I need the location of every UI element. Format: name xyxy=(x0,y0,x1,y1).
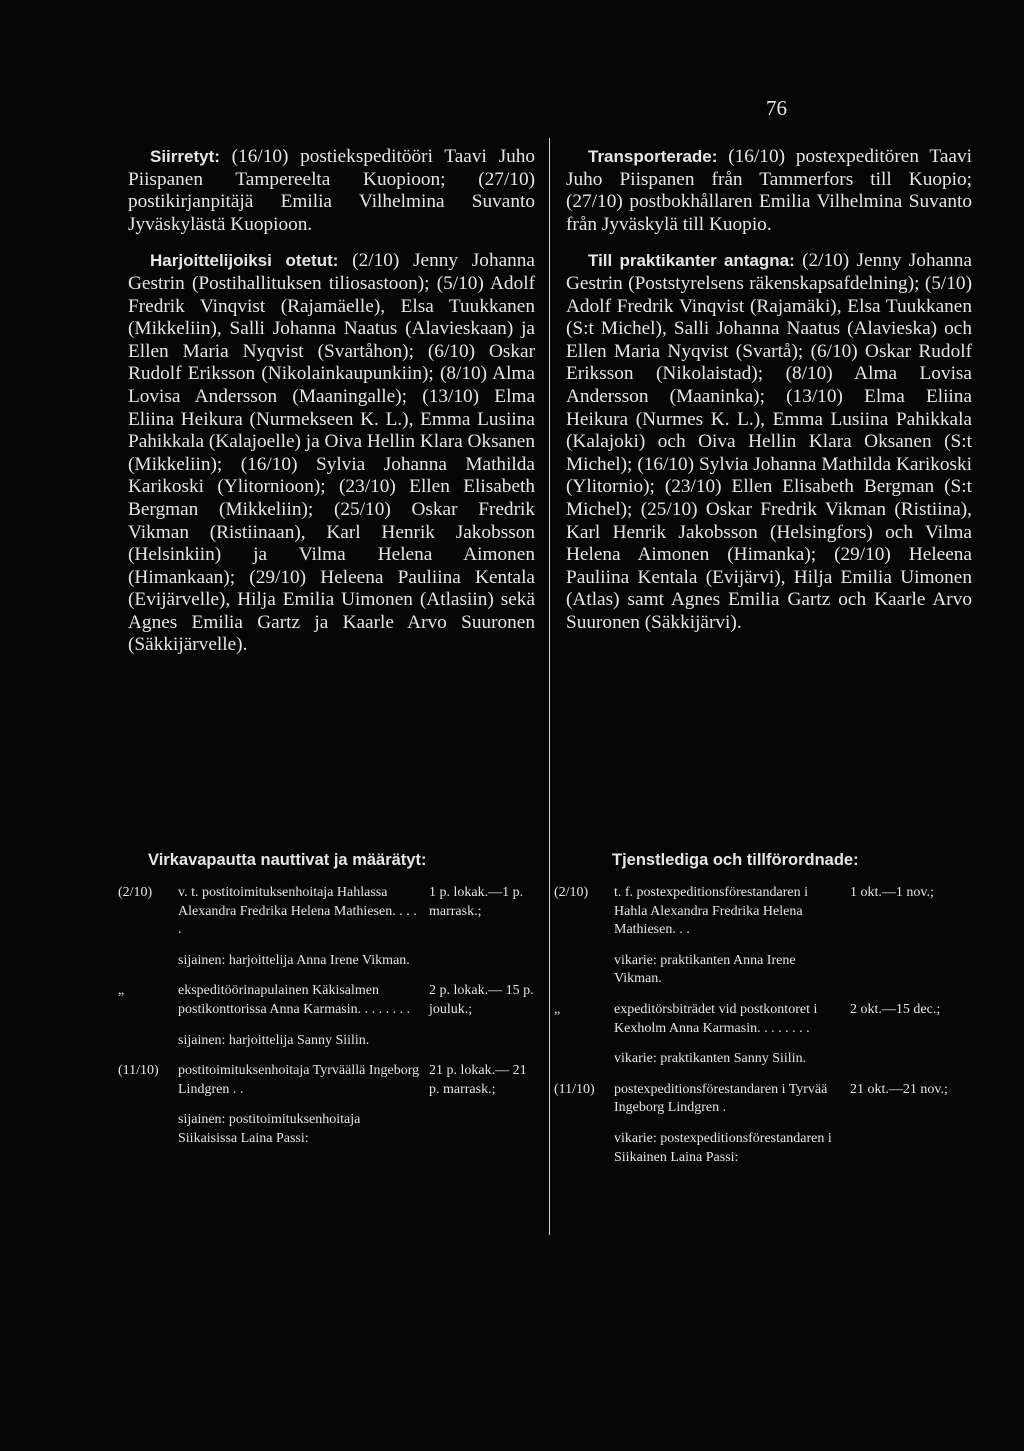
entry-text: vikarie: praktikanten Anna Irene Vikman. xyxy=(614,952,796,987)
entry-period: 2 okt.—15 dec.; xyxy=(850,1001,941,1017)
transfers-heading: Siirretyt: xyxy=(150,147,220,166)
leave-section-heading: Tjenstlediga och tillförordnade: xyxy=(612,851,859,869)
entry-text: vikarie: praktikanten Sanny Siilin. xyxy=(614,1051,807,1067)
list-item xyxy=(554,1050,974,1069)
entry-text: t. f. postexpeditionsförestandaren i Hahla Alexandra Fredrika Helena Mathiesen. . . xyxy=(614,885,809,938)
list-item xyxy=(118,1062,538,1099)
entry-text: vikarie: postexpeditionsförestandaren i Siikainen Laina Passi: xyxy=(614,1130,832,1165)
trainees-paragraph xyxy=(128,250,535,657)
entry-text: postitoimituksenhoitaja Tyrväällä Ingeborg Lindgren . . xyxy=(178,1063,420,1097)
entry-period: 1 p. lokak.—1 p. marrask.; xyxy=(429,885,524,919)
list-item xyxy=(118,982,538,1019)
transfers-text: (16/10) postexpeditören Taavi Juho Piispanen från Tammerfors till Kuopio; (27/10) postbokhållaren Emilia Vilhelmina Suvanto från Jyväskylä till Kuopio. xyxy=(566,146,972,235)
trainees-text: (2/10) Jenny Johanna Gestrin (Poststyrelsens räkenskapsafdelning); (5/10) Adolf Fredrik Vinqvist (Rajamäki), Elsa Tuukkanen (S:t Michel), Salli Johanna Naatus (Alavieska) och Ellen Maria Nyqvist (Svartå); (6/10) Oskar Rudolf Eriksson (Nikolaistad); (8/10) Alma Lovisa Andersson (Maaninka); (13/10) Elma Eliina Heikura (Nurmes K. L.), Emma Lusiina Pahikkala (Kalajoki) och Oiva Hellin Klara Oksanen (S:t Michel); (16/10) Sylvia Johanna Mathilda Karikoski (Ylitornio); (23/10) Ellen Elisabeth Bergman (S:t Michel); (25/10) Oskar Fredrik Vikman (Ristiina), Karl Henrik Jakobsson (Helsingfors) och Vilma Helena Aimonen (Himanka); (29/10) Heleena Pauliina Kentala (Evijärvi), Hilja Emilia Uimonen (Atlas) samt Agnes Emilia Gartz och Kaarle Arvo Suuronen (Säkkijärvi). xyxy=(566,250,972,633)
entry-date xyxy=(554,952,614,989)
entry-period xyxy=(421,952,538,971)
entry-date: „ xyxy=(118,983,125,999)
list-item xyxy=(554,952,974,989)
leave-section-heading: Virkavapautta nauttivat ja määrätyt: xyxy=(148,851,427,869)
list-item xyxy=(118,1111,538,1148)
entry-date: (11/10) xyxy=(554,1081,595,1097)
transfers-heading: Transporterade: xyxy=(588,147,718,166)
list-item xyxy=(554,884,974,940)
entry-text: postexpeditionsförestandaren i Tyrvää Ingeborg Lindgren . xyxy=(614,1081,828,1116)
entry-period: 21 p. lokak.— 21 p. marrask.; xyxy=(429,1063,527,1097)
entry-date xyxy=(554,1130,614,1167)
entry-period xyxy=(840,1130,974,1167)
entry-period xyxy=(421,1032,538,1051)
entry-date xyxy=(118,952,178,971)
entry-text: sijainen: postitoimituksenhoitaja Siikaisissa Laina Passi: xyxy=(178,1112,361,1146)
entry-text: sijainen: harjoittelija Anna Irene Vikman. xyxy=(178,952,410,968)
list-item xyxy=(118,1032,538,1051)
entry-date: (2/10) xyxy=(118,885,153,900)
entry-date xyxy=(554,1050,614,1069)
trainees-text: (2/10) Jenny Johanna Gestrin (Postihallituksen tiliosastoon); (5/10) Adolf Fredrik Vinqvist (Rajamäelle), Elsa Tuukkanen (Mikkeliin), Salli Johanna Naatus (Alavieskaan) ja Ellen Maria Nyqvist (Svartåhon); (6/10) Oskar Rudolf Eriksson (Nikolainkaupunkiin); (8/10) Alma Lovisa Andersson (Maaningalle); (13/10) Elma Eliina Heikura (Nurmekseen K. L.), Emma Lusiina Pahikkala (Kalajoelle) ja Oiva Hellin Klara Oksanen (Mikkeliin); (16/10) Sylvia Johanna Mathilda Karikoski (Ylitornioon); (23/10) Ellen Elisabeth Bergman (Mikkeliin); (25/10) Oskar Fredrik Vikman (Ristiinaan), Karl Henrik Jakobsson (Helsinkiin) ja Vilma Helena Aimonen (Himankaan); (29/10) Heleena Pauliina Kentala (Evijärvelle), Hilja Emilia Uimonen (Atlasiin) sekä Agnes Emilia Gartz ja Kaarle Arvo Suuronen (Säkkijärvelle). xyxy=(128,250,535,656)
list-item xyxy=(554,1001,974,1038)
entry-period: 1 okt.—1 nov.; xyxy=(850,885,934,900)
page-number: 76 xyxy=(766,96,787,120)
list-item xyxy=(554,1130,974,1167)
leave-list-swedish xyxy=(554,884,974,1179)
trainees-heading: Harjoittelijoiksi otetut: xyxy=(150,251,339,271)
entry-period xyxy=(421,1111,538,1148)
entry-text: expeditörsbiträdet vid postkontoret i Kexholm Anna Karmasin. . . . . . . . xyxy=(614,1001,818,1036)
entry-date: (2/10) xyxy=(554,885,589,900)
list-item xyxy=(118,952,538,971)
transfers-paragraph xyxy=(128,146,535,236)
entry-date xyxy=(118,1111,178,1148)
list-item xyxy=(118,884,538,940)
entry-date: (11/10) xyxy=(118,1063,159,1079)
trainees-heading: Till praktikanter antagna: xyxy=(588,251,795,271)
transfers-text: (16/10) postiekspeditööri Taavi Juho Piispanen Tampereelta Kuopioon; (27/10) postikirjanpitäjä Emilia Vilhelmina Suvanto Jyväskylästä Kuopioon. xyxy=(128,146,535,235)
column-divider xyxy=(549,138,550,1235)
entry-text: sijainen: harjoittelija Sanny Siilin. xyxy=(178,1032,370,1048)
transfers-paragraph xyxy=(566,146,972,236)
trainees-paragraph xyxy=(566,250,972,634)
entry-period xyxy=(840,1050,974,1069)
leave-list-finnish xyxy=(118,884,538,1161)
entry-period: 21 okt.—21 nov.; xyxy=(850,1081,948,1097)
list-item xyxy=(554,1081,974,1118)
entry-period xyxy=(840,952,974,989)
entry-text: v. t. postitoimituksenhoitaja Hahlassa Alexandra Fredrika Helena Mathiesen. . . . . xyxy=(178,885,417,938)
right-column-swedish xyxy=(566,146,972,648)
entry-date xyxy=(118,1032,178,1051)
entry-date: „ xyxy=(554,1001,561,1017)
entry-text: ekspeditöörinapulainen Käkisalmen postikonttorissa Anna Karmasin. . . . . . . . xyxy=(178,983,411,1017)
left-column-finnish xyxy=(128,146,535,671)
entry-period: 2 p. lokak.— 15 p. jouluk.; xyxy=(429,983,534,1017)
